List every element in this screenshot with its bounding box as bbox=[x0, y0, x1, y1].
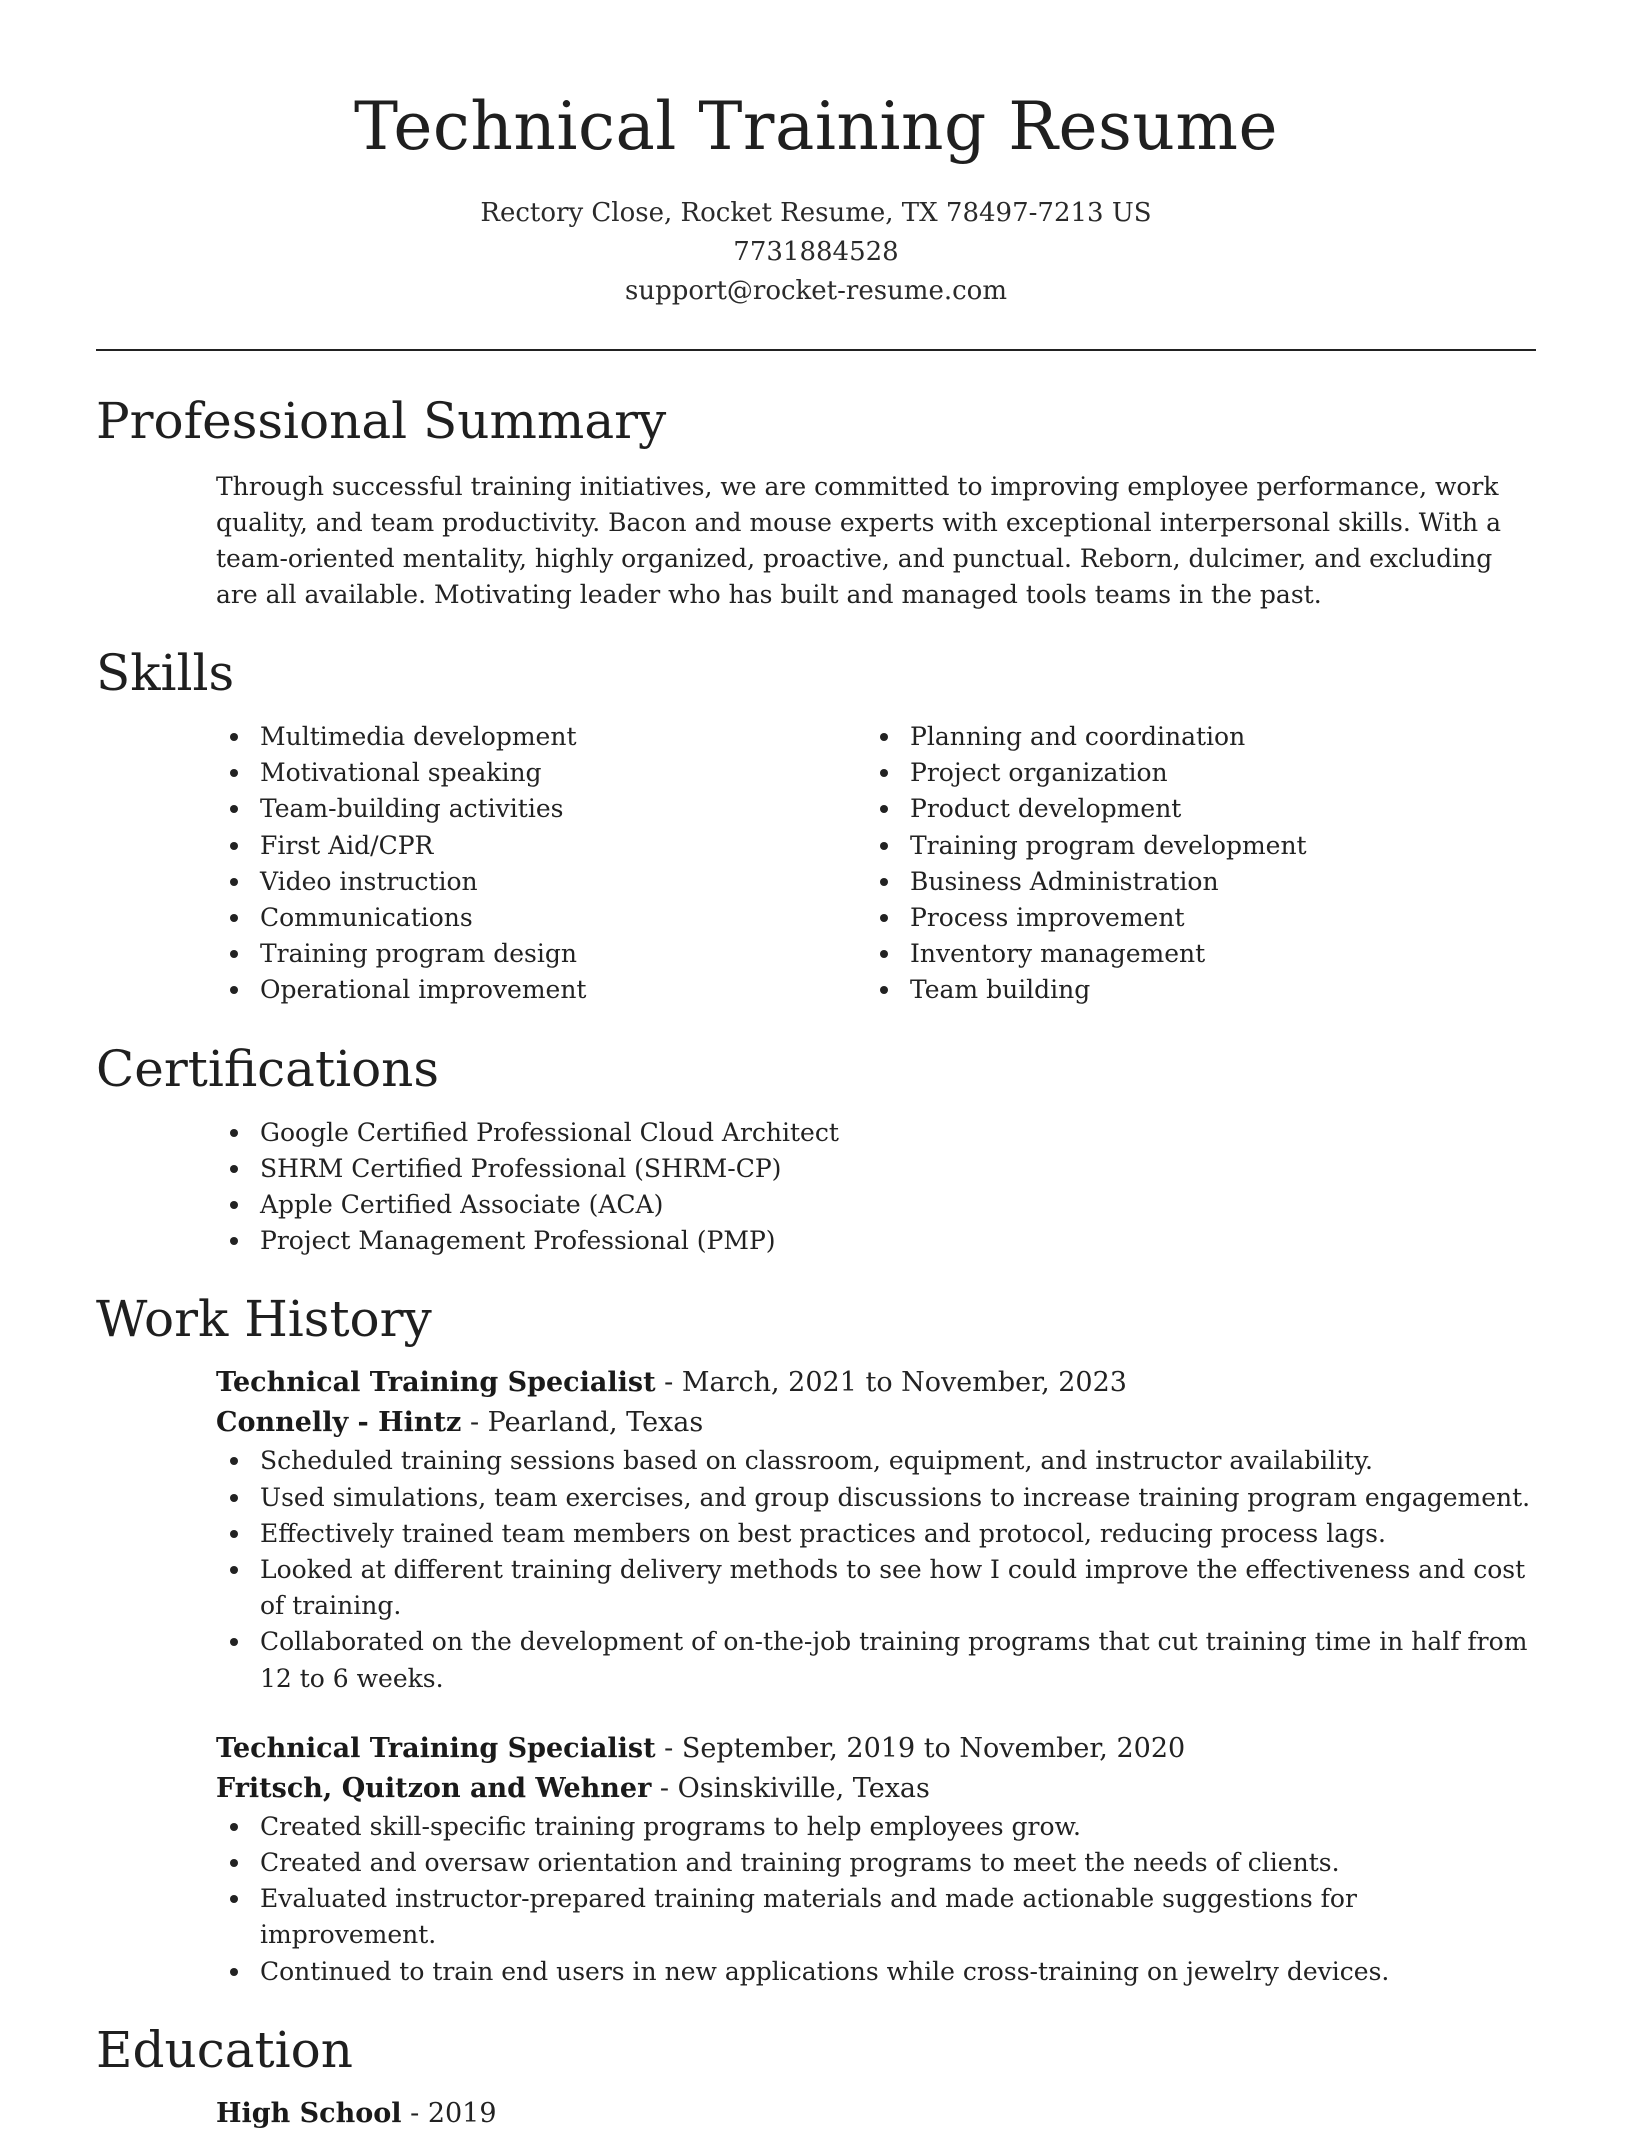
skill-item: Video instruction bbox=[216, 864, 866, 900]
job-duty: Continued to train end users in new applications while cross-training on jewelry devices. bbox=[216, 1954, 1536, 1990]
contact-email: support@rocket-resume.com bbox=[624, 276, 1007, 306]
skills-columns bbox=[216, 719, 1536, 1009]
certification-item: SHRM Certified Professional (SHRM-CP) bbox=[216, 1151, 1536, 1187]
job-title-line bbox=[216, 1363, 1536, 1403]
certifications-heading: Certifications bbox=[96, 1039, 440, 1098]
skill-item: Business Administration bbox=[866, 864, 1516, 900]
contact-info bbox=[96, 194, 1536, 311]
job-duty: Looked at different training delivery methods to see how I could improve the effectiveness and cost of training. bbox=[216, 1552, 1536, 1624]
job-duty: Created skill-specific training programs to help employees grow. bbox=[216, 1809, 1536, 1845]
skill-item: First Aid/CPR bbox=[216, 828, 866, 864]
job-entry bbox=[216, 1363, 1536, 1696]
job-company-line bbox=[216, 1403, 1536, 1443]
job-company: Fritsch, Quitzon and Wehner bbox=[216, 1772, 652, 1804]
work-section bbox=[96, 1289, 1536, 1989]
work-heading: Work History bbox=[96, 1290, 432, 1349]
education-heading: Education bbox=[96, 2020, 353, 2079]
job-duties-list bbox=[216, 1443, 1536, 1696]
skills-right-list bbox=[866, 719, 1516, 1009]
education-year: - 2019 bbox=[401, 2097, 497, 2129]
job-entry bbox=[216, 1729, 1536, 1990]
job-company-line bbox=[216, 1769, 1536, 1809]
summary-heading: Professional Summary bbox=[96, 392, 667, 450]
skill-item: Process improvement bbox=[866, 900, 1516, 936]
skill-item: Inventory management bbox=[866, 936, 1516, 972]
skill-item: Project organization bbox=[866, 755, 1516, 791]
job-dates: - September, 2019 to November, 2020 bbox=[655, 1732, 1186, 1764]
certifications-list bbox=[216, 1115, 1536, 1260]
skill-item: Multimedia development bbox=[216, 719, 866, 755]
resume-title: Technical Training Resume bbox=[353, 88, 1279, 165]
certification-item: Apple Certified Associate (ACA) bbox=[216, 1187, 1536, 1223]
job-duty: Used simulations, team exercises, and group discussions to increase training program engagement. bbox=[216, 1480, 1536, 1516]
certifications-section bbox=[96, 1039, 1536, 1260]
summary-text: Through successful training initiatives, we are committed to improving employee performance, work quality, and team productivity. Bacon and mouse experts with exceptional interpersonal skills. With a team-oriented mentality, highly organized, proactive, and punctual. Reborn, dulcimer, and excluding are all available. Motivating leader who has built and managed tools teams in the past. bbox=[216, 472, 1501, 609]
job-title: Technical Training Specialist bbox=[216, 1732, 656, 1764]
skill-item: Communications bbox=[216, 900, 866, 936]
skill-item: Motivational speaking bbox=[216, 755, 866, 791]
certification-item: Project Management Professional (PMP) bbox=[216, 1223, 1536, 1259]
skills-left-list bbox=[216, 719, 866, 1009]
resume-header bbox=[96, 0, 1536, 311]
job-dates: - March, 2021 to November, 2023 bbox=[655, 1367, 1127, 1399]
job-duty: Collaborated on the development of on-the-job training programs that cut training time in half from 12 to 6 weeks. bbox=[216, 1624, 1536, 1696]
job-duty: Created and oversaw orientation and training programs to meet the needs of clients. bbox=[216, 1845, 1536, 1881]
job-duties-list bbox=[216, 1809, 1536, 1990]
skill-item: Team-building activities bbox=[216, 791, 866, 827]
skill-item: Training program design bbox=[216, 936, 866, 972]
job-company: Connelly - Hintz bbox=[216, 1407, 462, 1439]
skill-item: Training program development bbox=[866, 828, 1516, 864]
summary-section bbox=[96, 391, 1536, 613]
resume-page bbox=[96, 0, 1536, 2134]
header-divider bbox=[96, 349, 1536, 351]
job-duty: Evaluated instructor-prepared training materials and made actionable suggestions for improvement. bbox=[216, 1881, 1536, 1953]
job-location: - Pearland, Texas bbox=[461, 1407, 704, 1439]
skill-item: Planning and coordination bbox=[866, 719, 1516, 755]
skills-heading: Skills bbox=[96, 644, 235, 702]
skill-item: Operational improvement bbox=[216, 972, 866, 1008]
job-title-line bbox=[216, 1729, 1536, 1769]
skill-item: Product development bbox=[866, 791, 1516, 827]
education-section bbox=[96, 2020, 1536, 2134]
skills-section bbox=[96, 643, 1536, 1009]
job-location: - Osinskiville, Texas bbox=[651, 1772, 930, 1804]
education-title: High School bbox=[216, 2097, 402, 2129]
job-duty: Scheduled training sessions based on classroom, equipment, and instructor availability. bbox=[216, 1443, 1536, 1479]
contact-phone: 7731884528 bbox=[733, 237, 899, 267]
job-title: Technical Training Specialist bbox=[216, 1367, 656, 1399]
education-entry bbox=[216, 2094, 1536, 2134]
job-duty: Effectively trained team members on best practices and protocol, reducing process lags. bbox=[216, 1516, 1536, 1552]
certifications-block bbox=[216, 1115, 1536, 1260]
skill-item: Team building bbox=[866, 972, 1516, 1008]
contact-address: Rectory Close, Rocket Resume, TX 78497-7213 US bbox=[480, 198, 1152, 228]
certification-item: Google Certified Professional Cloud Architect bbox=[216, 1115, 1536, 1151]
